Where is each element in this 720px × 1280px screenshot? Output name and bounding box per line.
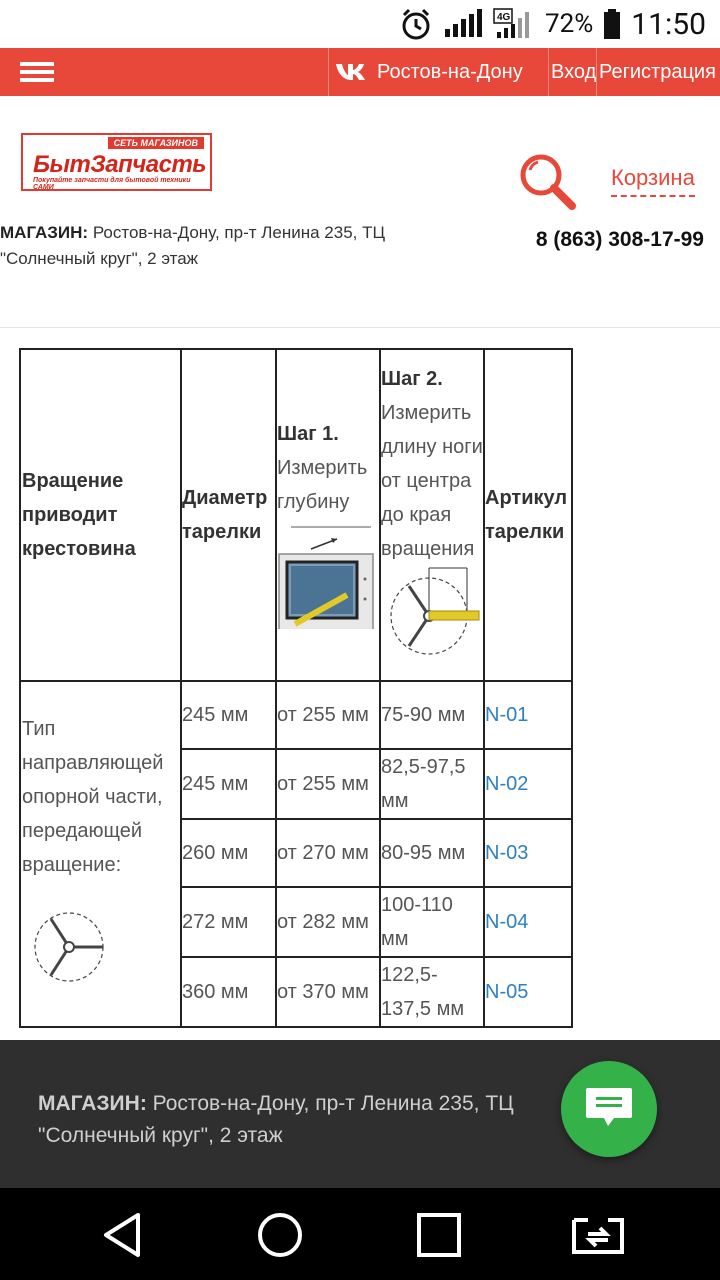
diameter-cell: 360 мм <box>181 957 276 1027</box>
signal-icon <box>443 9 483 39</box>
article-link[interactable]: N-05 <box>485 981 529 1003</box>
rotation-leg-icon <box>381 566 481 658</box>
step1-text: Измерить глубину <box>277 456 368 513</box>
header-rotation-label: Вращение приводит крестовина <box>22 470 136 560</box>
article-cell <box>484 749 572 819</box>
crosspiece-icon <box>27 902 117 992</box>
microwave-depth-icon <box>277 519 377 629</box>
depth-cell: от 255 мм <box>276 681 380 749</box>
hamburger-icon <box>20 58 54 86</box>
store-address <box>0 220 470 272</box>
depth-cell: от 255 мм <box>276 749 380 819</box>
home-icon[interactable] <box>255 1210 305 1260</box>
cart-link[interactable]: Корзина <box>611 165 695 197</box>
signal-4g-icon <box>493 8 535 40</box>
switch-app-icon[interactable] <box>570 1210 626 1260</box>
diameter-cell: 272 мм <box>181 887 276 957</box>
search-icon[interactable] <box>516 150 578 212</box>
article-link[interactable]: N-04 <box>485 911 529 933</box>
logo-name: БытЗапчасть <box>33 151 207 178</box>
footer-address-label: МАГАЗИН: <box>38 1092 147 1115</box>
address-text: Ростов-на-Дону, пр-т Ленина 235, ТЦ "Солнечный круг", 2 этаж <box>0 223 386 268</box>
diameter-cell: 245 мм <box>181 749 276 819</box>
recents-icon[interactable] <box>414 1210 464 1260</box>
depth-cell: от 270 мм <box>276 819 380 887</box>
footer-address <box>38 1088 558 1152</box>
leg-cell: 100-110 мм <box>380 887 484 957</box>
city-label: Ростов-на-Дону <box>377 60 523 83</box>
header-step1 <box>276 349 380 681</box>
alarm-icon <box>399 7 433 41</box>
article-cell <box>484 957 572 1027</box>
divider <box>0 327 720 328</box>
footer-address-text: Ростов-на-Дону, пр-т Ленина 235, ТЦ "Солнечный круг", 2 этаж <box>38 1092 514 1147</box>
register-link[interactable] <box>596 48 720 96</box>
login-link[interactable] <box>548 48 596 96</box>
phone-number[interactable]: 8 (863) 308-17-99 <box>535 228 704 251</box>
depth-cell: от 370 мм <box>276 957 380 1027</box>
plate-size-table <box>19 348 573 1028</box>
clock: 11:50 <box>631 6 706 42</box>
header-step2 <box>380 349 484 681</box>
leg-cell: 122,5-137,5 мм <box>380 957 484 1027</box>
type-cell <box>20 681 181 1027</box>
login-label: Вход <box>551 60 597 83</box>
back-icon[interactable] <box>98 1210 148 1260</box>
article-link[interactable]: N-02 <box>485 773 529 795</box>
system-nav-bar <box>0 1188 720 1280</box>
top-nav <box>0 48 720 96</box>
logo-slogan: Покупайте запчасти для бытовой техники САМИ <box>33 177 191 191</box>
menu-button[interactable] <box>0 48 328 96</box>
article-link[interactable]: N-03 <box>485 842 529 864</box>
leg-cell: 80-95 мм <box>380 819 484 887</box>
chat-button[interactable] <box>561 1061 657 1157</box>
type-text: Тип направляющей опорной части, передающей вращение: <box>22 718 164 876</box>
step1-title: Шаг 1. <box>277 422 339 445</box>
step2-title: Шаг 2. <box>381 367 443 390</box>
battery-percent: 72% <box>545 9 594 39</box>
table-header-row <box>20 349 572 681</box>
battery-icon <box>603 9 621 39</box>
svg-text:4G: 4G <box>497 12 511 23</box>
header-article <box>484 349 572 681</box>
diameter-cell: 260 мм <box>181 819 276 887</box>
address-label: МАГАЗИН: <box>0 223 89 242</box>
vk-icon <box>335 62 369 82</box>
logo-tag: СЕТЬ МАГАЗИНОВ <box>108 137 204 149</box>
article-cell <box>484 819 572 887</box>
article-cell <box>484 681 572 749</box>
article-link[interactable]: N-01 <box>485 704 529 726</box>
header-article-label: Артикул тарелки <box>485 487 568 543</box>
header-diameter-label: Диаметр тарелки <box>182 487 268 543</box>
register-label: Регистрация <box>599 60 716 83</box>
leg-cell: 82,5-97,5 мм <box>380 749 484 819</box>
leg-cell: 75-90 мм <box>380 681 484 749</box>
chat-icon <box>584 1086 634 1132</box>
city-selector[interactable] <box>328 48 548 96</box>
article-cell <box>484 887 572 957</box>
status-bar <box>0 0 720 48</box>
step2-text: Измерить длину ноги от центра до края вращения <box>381 401 483 560</box>
depth-cell: от 282 мм <box>276 887 380 957</box>
header-diameter <box>181 349 276 681</box>
table-row <box>20 681 572 749</box>
header-rotation <box>20 349 181 681</box>
site-logo[interactable] <box>21 133 212 191</box>
diameter-cell: 245 мм <box>181 681 276 749</box>
